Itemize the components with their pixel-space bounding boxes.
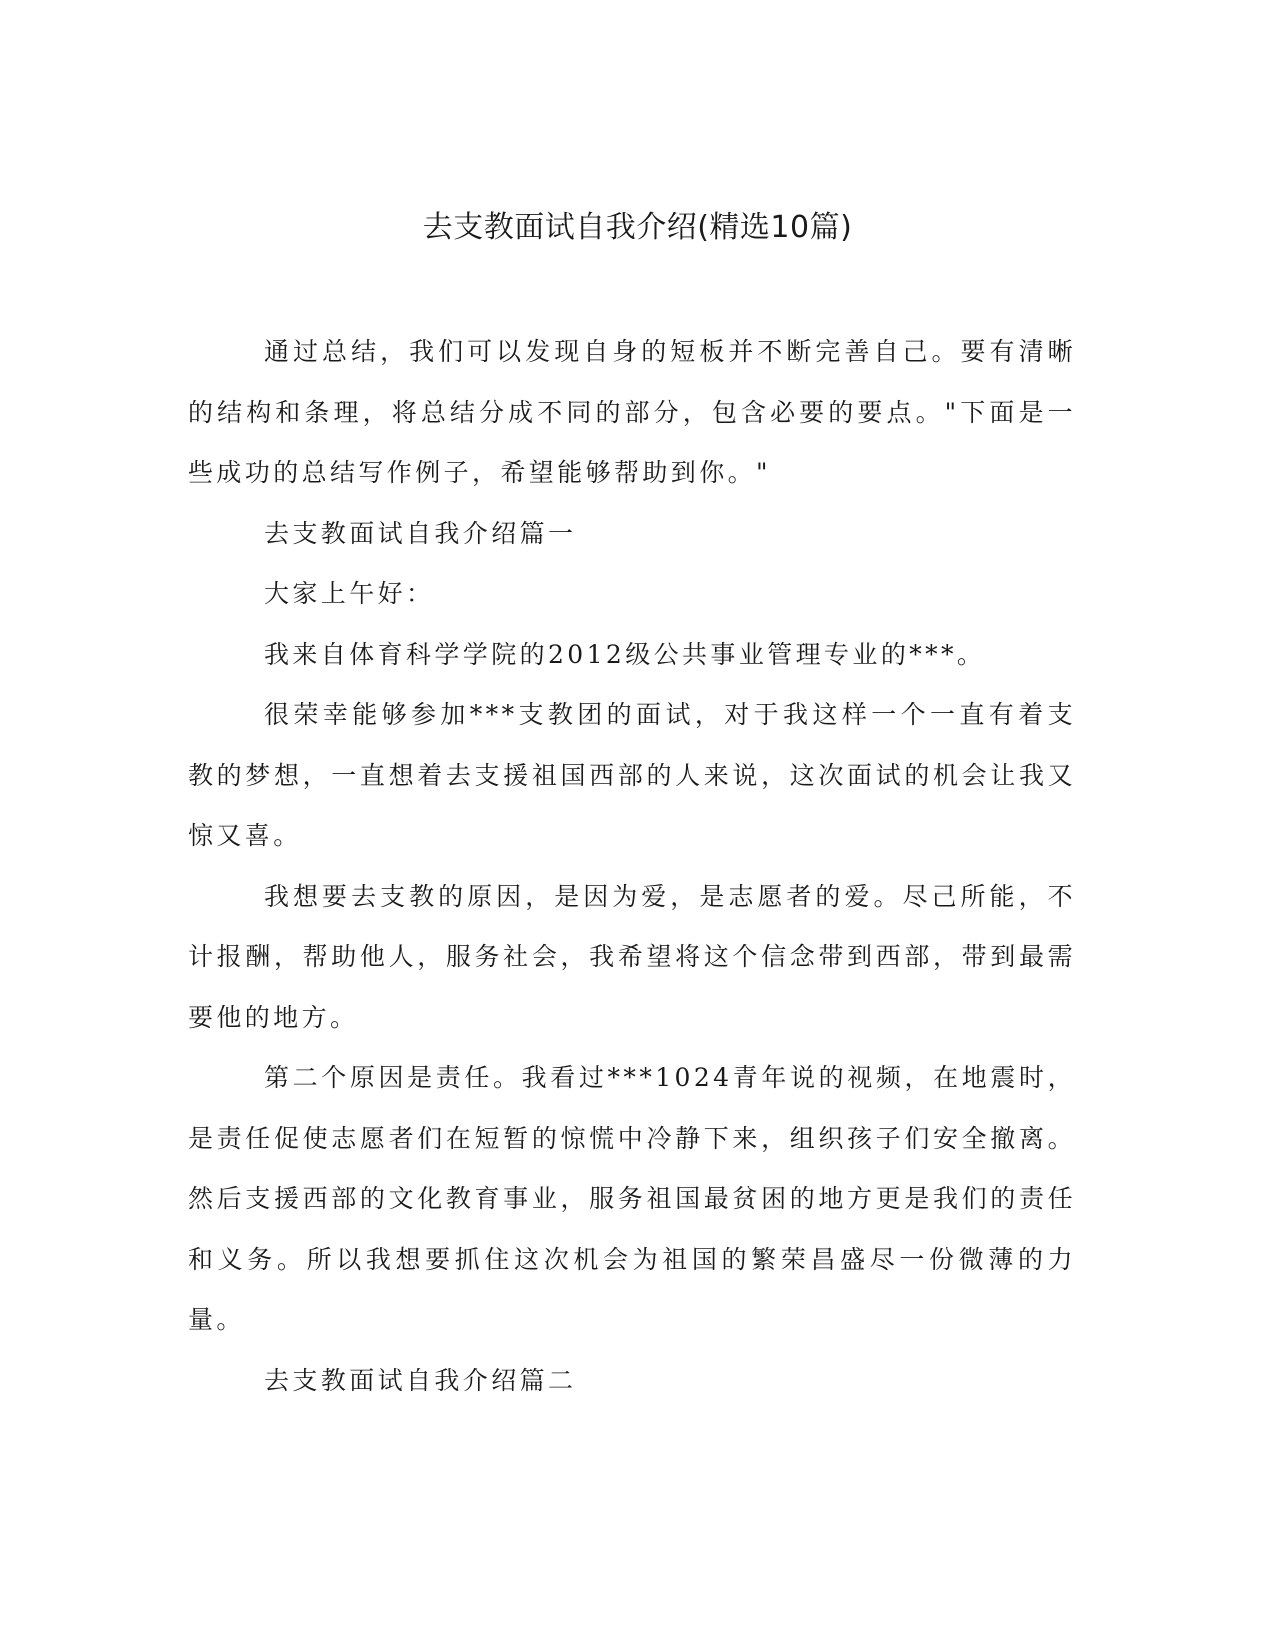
document-title: 去支教面试自我介绍(精选10篇) <box>422 210 853 245</box>
section-heading-1: 去支教面试自我介绍篇一 <box>264 518 577 548</box>
section-heading-2: 去支教面试自我介绍篇二 <box>264 1365 577 1395</box>
self-intro-paragraph: 我来自体育科学学院的2012级公共事业管理专业的***。 <box>264 639 986 669</box>
greeting-paragraph: 大家上午好： <box>264 579 435 608</box>
reason-love-paragraph: 我想要去支教的原因，是因为爱，是志愿者的爱。尽己所能，不计报酬，帮助他人，服务社会，我希望将这个信念带到西部，带到最需要他的地方。 <box>188 881 1076 1032</box>
intro-paragraph: 通过总结，我们可以发现自身的短板并不断完善自己。要有清晰的结构和条理，将总结分成不同的部分，包含必要的要点。"下面是一些成功的总结写作例子，希望能够帮助到你。" <box>188 337 1076 487</box>
document-body <box>188 322 1076 1411</box>
honor-paragraph: 很荣幸能够参加***支教团的面试，对于我这样一个一直有着支教的梦想，一直想着去支援祖国西部的人来说，这次面试的机会让我又惊又喜。 <box>188 700 1076 850</box>
reason-responsibility-paragraph: 第二个原因是责任。我看过***1024青年说的视频，在地震时，是责任促使志愿者们在短暂的惊慌中冷静下来，组织孩子们安全撤离。然后支援西部的文化教育事业，服务祖国最贫困的地方更是我们的责任和义务。所以我想要抓住这次机会为祖国的繁荣昌盛尽一份微薄的力量。 <box>188 1063 1076 1334</box>
